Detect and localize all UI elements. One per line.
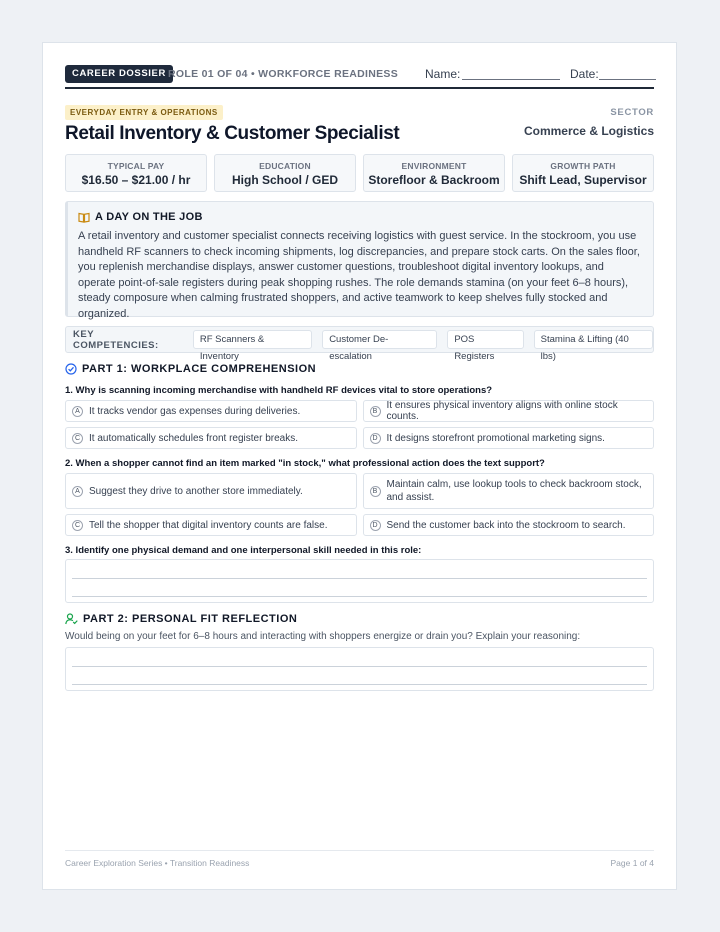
q1-option-d[interactable] [363, 427, 655, 449]
q2-options-row-2 [65, 514, 654, 536]
answer-line [72, 578, 647, 579]
part2-heading [65, 613, 297, 625]
part1-heading [65, 363, 316, 375]
option-letter: C [72, 520, 83, 531]
q2-option-b[interactable] [363, 473, 655, 509]
book-icon [78, 212, 90, 223]
stat-label: ENVIRONMENT [401, 161, 467, 171]
question-2: 2. When a shopper cannot find an item marked "in stock," what professional action does the text support? [65, 458, 545, 469]
option-text: It tracks vendor gas expenses during deliveries. [89, 405, 301, 417]
competency-chip: Customer De-escalation [322, 330, 437, 349]
q1-options-row-2 [65, 427, 654, 449]
question-3: 3. Identify one physical demand and one interpersonal skill needed in this role: [65, 545, 422, 556]
part1-heading-text: PART 1: WORKPLACE COMPREHENSION [82, 363, 317, 375]
header-bar [65, 65, 654, 89]
stats-row [65, 154, 654, 192]
date-label: Date: [570, 67, 599, 81]
q1-option-c[interactable] [65, 427, 357, 449]
option-text: It designs storefront promotional marketing signs. [386, 432, 605, 444]
day-description: A retail inventory and customer specialist connects receiving logistics with guest service. In the stockroom, you use handheld RF scanners to check incoming shipments, log discrepancies, and prepare stock carts. On the sales floor, you replenish merchandise displays, answer customer questions, troubleshoot digital inventory lookups, and operate point-of-sale registers during peak shopping rushes. The role demands stamina (on your feet 6–8 hours), steady composure when calming frustrated shoppers, and active teamwork to keep shelves fully stocked and organized. [78, 230, 640, 320]
role-line: ROLE 01 OF 04 • WORKFORCE READINESS [168, 68, 399, 80]
option-text: Maintain calm, use lookup tools to check backroom stock, and assist. [386, 479, 642, 503]
competencies-label: KEY COMPETENCIES: [73, 328, 159, 351]
stat-card-growth [512, 154, 654, 192]
sector-value: Commerce & Logistics [523, 124, 654, 138]
q2-option-d[interactable] [363, 514, 655, 536]
dossier-tag: CAREER DOSSIER [65, 65, 173, 83]
sector-label: SECTOR [610, 107, 654, 118]
reflection-prompt: Would being on your feet for 6–8 hours and interacting with shoppers energize or drain you? Explain your reasoning: [65, 631, 581, 642]
option-text: Suggest they drive to another store immediately. [89, 485, 303, 497]
answer-line [72, 666, 647, 667]
person-check-icon [65, 613, 78, 625]
stat-label: GROWTH PATH [550, 161, 616, 171]
stat-card-environment [363, 154, 505, 192]
competency-chip: POS Registers [447, 330, 523, 349]
q1-options-row-1 [65, 400, 654, 422]
reflection-answer-box[interactable] [65, 647, 654, 691]
q3-answer-box[interactable] [65, 559, 654, 603]
q2-option-c[interactable] [65, 514, 357, 536]
option-letter: C [72, 433, 83, 444]
part2-heading-text: PART 2: PERSONAL FIT REFLECTION [83, 613, 298, 625]
worksheet-page [42, 42, 677, 890]
option-letter: A [72, 406, 83, 417]
stat-value: $16.50 – $21.00 / hr [81, 173, 191, 187]
answer-line [72, 596, 647, 597]
competencies-bar [65, 326, 654, 362]
day-on-job-box [65, 201, 654, 320]
q2-option-a[interactable] [65, 473, 357, 509]
q1-option-a[interactable] [65, 400, 357, 422]
stat-label: EDUCATION [259, 161, 311, 171]
option-text: It automatically schedules front register breaks. [89, 432, 298, 444]
name-label: Name: [425, 67, 461, 81]
day-on-job-heading [78, 211, 643, 223]
stat-card-education [214, 154, 356, 192]
option-letter: B [370, 406, 381, 417]
page-title: Retail Inventory & Customer Specialist [65, 123, 400, 144]
option-text: Tell the shopper that digital inventory counts are false. [89, 519, 328, 531]
option-text: Send the customer back into the stockroom to search. [386, 519, 626, 531]
option-letter: A [72, 486, 83, 497]
stat-value: Shift Lead, Supervisor [519, 173, 647, 187]
stat-value: Storefloor & Backroom [368, 173, 500, 187]
option-letter: D [370, 520, 381, 531]
question-1: 1. Why is scanning incoming merchandise with handheld RF devices vital to store operations? [65, 385, 493, 396]
footer-series: Career Exploration Series • Transition Readiness [65, 858, 250, 868]
stat-label: TYPICAL PAY [107, 161, 165, 171]
option-letter: B [370, 486, 381, 497]
competency-chip: Stamina & Lifting (40 lbs) [534, 330, 653, 349]
option-text: It ensures physical inventory aligns with online stock counts. [386, 400, 618, 422]
day-heading-text: A DAY ON THE JOB [95, 211, 203, 223]
option-letter: D [370, 433, 381, 444]
footer-divider [65, 850, 654, 851]
stat-value: High School / GED [231, 173, 338, 187]
category-badge: EVERYDAY ENTRY & OPERATIONS [65, 105, 223, 120]
check-circle-icon [65, 363, 77, 375]
answer-line [72, 684, 647, 685]
competency-chip: RF Scanners & Inventory [193, 330, 312, 349]
stat-card-pay [65, 154, 207, 192]
q2-options-row-1 [65, 473, 654, 509]
page-number: Page 1 of 4 [610, 858, 654, 868]
q1-option-b[interactable] [363, 400, 655, 422]
date-field[interactable] [599, 79, 656, 80]
name-field[interactable] [462, 79, 560, 80]
